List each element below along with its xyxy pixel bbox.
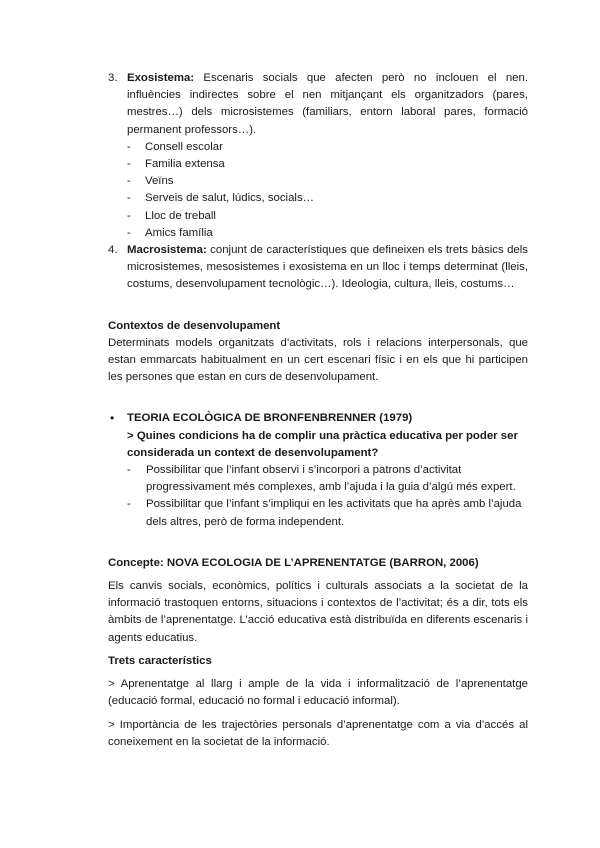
list-item-text: Serveis de salut, lúdics, socials… [145,192,315,205]
list-item: - Serveis de salut, lúdics, socials… [127,192,315,205]
exosistema-list [108,139,528,242]
macrosistema-number: 4. [108,244,118,257]
macrosistema-item [108,242,528,294]
list-item: - Amics família [127,226,213,239]
macrosistema-term: Macrosistema: [127,244,207,257]
contextos-heading: Contextos de desenvolupament [108,319,281,332]
list-item-text: Lloc de treball [145,209,216,222]
list-item: - Familia extensa [127,158,225,171]
concepte-heading: Concepte: NOVA ECOLOGIA DE L’APRENENTATGE (BARRON, 2006) [108,556,479,569]
exosistema-number: 3. [108,72,118,84]
exosistema-item [108,70,528,139]
macrosistema-text: conjunt de característiques que defineixen els trets bàsics dels microsistemes, mesosistemes i exosistema en un lloc i temps determinat (lleis, costums, desenvolupament tecnològic…). Ideologia, cultura, lleis, costums… [127,244,528,291]
exosistema-text: Escenaris socials que afecten però no inclouen el nen. influències indirectes sobre el nen mitjançant els organitzadors (pares, mestres…) dels microsistemes (familiars, entorn laboral pares, formació permanent professors…). [127,72,528,136]
list-item-text: Veïns [145,175,174,188]
concepte-paragraph: Els canvis socials, econòmics, polítics i culturals associats a la societat de la informació trastoquen entorns, situacions i contextos de l’activitat; és a dir, tots els àmbits de l’aprenentatge. L’acció educativa està distribuïda en diferents escenaris i agents educatius. [108,580,528,644]
list-item: - Lloc de treball [127,209,216,222]
teoria-title: TEORIA ECOLÒGICA DE BRONFENBRENNER (1979) [127,412,413,425]
list-item: - Possibilitar que l’infant s’impliqui en les activitats que ha après amb l’ajuda dels altres, però de forma independent. [127,498,522,528]
list-item: - Veïns [127,175,174,188]
trets-heading: Trets característics [108,654,212,667]
list-item: - Consell escolar [127,140,223,153]
document-page [108,70,528,751]
list-item-text: Consell escolar [145,140,223,153]
list-item-text: Possibilitar que l’infant observi i s’incorpori a patrons d’activitat progressivament més complexes, amb l’ajuda i la guia d’algú més expert. [146,464,516,494]
contextos-paragraph: Determinats models organitzats d’activitats, rols i relacions interpersonals, que estan emmarcats habitualment en un cert escenari físic i en els que hi participen les persones que estan en curs de desenvolupament. [108,336,528,384]
teoria-question: > Quines condicions ha de complir una pràctica educativa per poder ser considerada un context de desenvolupament? [127,429,518,459]
list-item-text: Familia extensa [145,158,225,171]
trets-item: > Importància de les trajectòries personals d’aprenentatge com a via d’accés al coneixement en la societat de la informació. [108,718,528,748]
bullet-icon: • [110,411,115,426]
list-item-text: Possibilitar que l’infant s’impliqui en les activitats que ha après amb l’ajuda dels altres, però de forma independent. [146,498,522,528]
exosistema-term: Exosistema: [127,72,195,84]
list-item: - Possibilitar que l’infant observi i s’incorpori a patrons d’activitat progressivament més complexes, amb l’ajuda i la guia d’algú més expert. [127,464,516,494]
list-item-text: Amics família [145,226,213,239]
teoria-block [108,410,528,530]
trets-item: > Aprenentatge al llarg i ample de la vida i informalització de l’aprenentatge (educació formal, educació no formal i educació informal). [108,678,528,708]
